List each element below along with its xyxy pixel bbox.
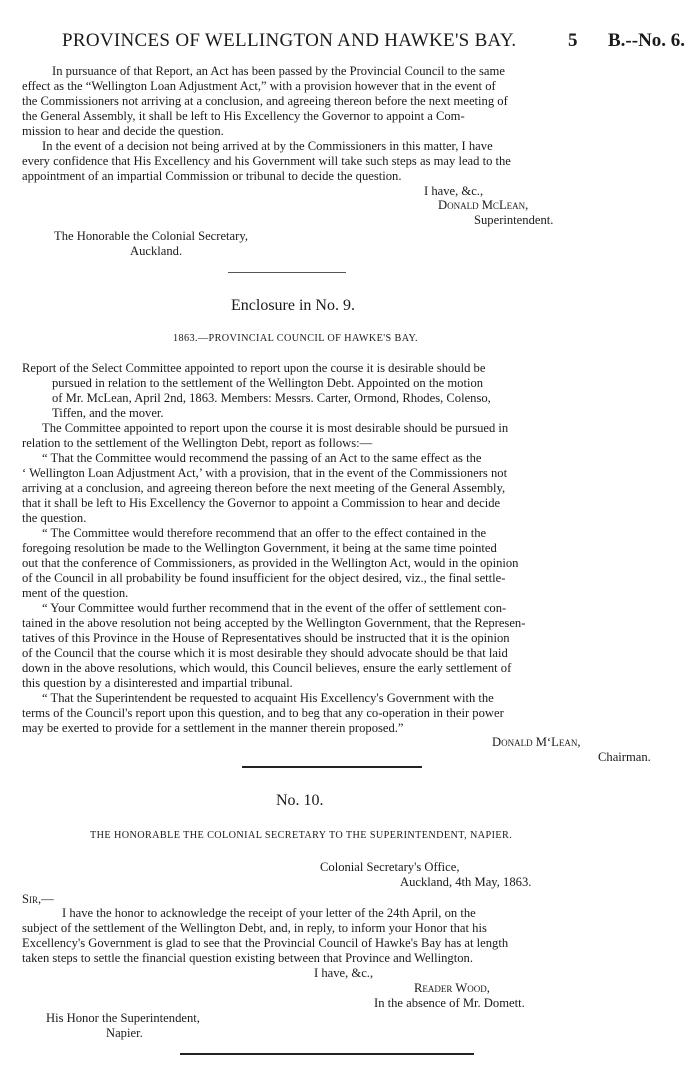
- page-running-title: PROVINCES OF WELLINGTON AND HAWKE'S BAY.: [62, 30, 517, 51]
- letter2-addressee: His Honor the Superintendent,: [46, 1011, 200, 1025]
- letter2-signatory: Reader Wood,: [414, 981, 490, 995]
- enclosure-line: “ That the Superintendent be requested to acquaint His Excellency's Government with the: [42, 691, 494, 705]
- letter2-office: Colonial Secretary's Office,: [320, 860, 460, 874]
- enclosure-line: tained in the above resolution not being accepted by the Wellington Government, that the Represen-: [22, 616, 526, 630]
- enclosure-line: the question.: [22, 511, 87, 525]
- letter1-closing: I have, &c.,: [424, 184, 484, 198]
- letter1-signatory: Donald McLean,: [438, 198, 529, 212]
- letter1-line: effect as the “Wellington Loan Adjustment Act,” with a provision however that in the event of: [22, 79, 496, 93]
- letter2-place-date: Auckland, 4th May, 1863.: [400, 875, 532, 889]
- enclosure-line: arriving at a conclusion, and agreeing thereon before the next meeting of the General Assembly,: [22, 481, 506, 495]
- letter1-line: In the event of a decision not being arrived at by the Commissioners in this matter, I have: [42, 139, 493, 153]
- letter1-line: appointment of an impartial Commission or tribunal to decide the question.: [22, 169, 402, 183]
- enclosure-line: tatives of this Province in the House of Representatives should be instructed that it is the opinion: [22, 631, 510, 645]
- section-divider: [242, 766, 422, 768]
- letter2-heading: No. 10.: [276, 792, 324, 809]
- enclosure-line: relation to the settlement of the Wellington Debt, report as follows:—: [22, 436, 373, 450]
- enclosure-line: Report of the Select Committee appointed to report upon the course it is desirable should be: [22, 361, 486, 375]
- letter1-line: every confidence that His Excellency and his Government will take such steps as may lead to the: [22, 154, 511, 168]
- enclosure-line: foregoing resolution be made to the Wellington Government, it being at the same time pointed: [22, 541, 497, 555]
- enclosure-signatory-title: Chairman.: [598, 750, 651, 764]
- letter1-line: In pursuance of that Report, an Act has been passed by the Provincial Council to the same: [52, 64, 505, 78]
- enclosure-line: that it shall be left to His Excellency the Governor to appoint a Commission to hear and decide: [22, 496, 501, 510]
- enclosure-line: Tiffen, and the mover.: [52, 406, 164, 420]
- enclosure-line: out that the conference of Commissioners, as provided in the Wellington Act, would in the opinion: [22, 556, 519, 570]
- letter2-addressee-place: Napier.: [106, 1026, 143, 1040]
- section-divider: [228, 272, 346, 273]
- enclosure-line: ‘ Wellington Loan Adjustment Act,’ with a provision, that in the event of the Commissioners not: [22, 466, 508, 480]
- enclosure-line: of Mr. McLean, April 2nd, 1863. Members: Messrs. Carter, Ormond, Rhodes, Colenso,: [52, 391, 491, 405]
- enclosure-subheading: 1863.—PROVINCIAL COUNCIL OF HAWKE'S BAY.: [173, 333, 418, 344]
- letter1-addressee-place: Auckland.: [130, 244, 183, 258]
- page-number: 5: [568, 30, 578, 51]
- letter2-line: Excellency's Government is glad to see that the Provincial Council of Hawke's Bay has at length: [22, 936, 509, 950]
- letter2-line: subject of the settlement of the Wellington Debt, and, in reply, to inform your Honor that his: [22, 921, 487, 935]
- letter1-line: mission to hear and decide the question.: [22, 124, 224, 138]
- enclosure-line: “ The Committee would therefore recommend that an offer to the effect contained in the: [42, 526, 487, 540]
- letter1-line: the Commissioners not arriving at a conclusion, and agreeing thereon before the next meeting of: [22, 94, 508, 108]
- letter2-closing: I have, &c.,: [314, 966, 374, 980]
- letter2-salutation: Sir,—: [22, 892, 54, 906]
- enclosure-line: of the Council that the course which it is most desirable they should advocate should be that laid: [22, 646, 508, 660]
- letter2-subheading: THE HONORABLE THE COLONIAL SECRETARY TO THE SUPERINTENDENT, NAPIER.: [90, 830, 513, 841]
- letter1-line: the General Assembly, it shall be left to His Excellency the Governor to appoint a Com-: [22, 109, 465, 123]
- document-reference: B.--No. 6.: [608, 30, 686, 51]
- letter2-signatory-note: In the absence of Mr. Domett.: [374, 996, 525, 1010]
- enclosure-line: pursued in relation to the settlement of the Wellington Debt. Appointed on the motion: [52, 376, 484, 390]
- enclosure-line: “ Your Committee would further recommend that in the event of the offer of settlement con-: [42, 601, 507, 615]
- enclosure-line: down in the above resolutions, which would, this Council believes, ensure the early settlement of: [22, 661, 512, 675]
- enclosure-line: “ That the Committee would recommend the passing of an Act to the same effect as the: [42, 451, 482, 465]
- letter2-line: I have the honor to acknowledge the receipt of your letter of the 24th April, on the: [62, 906, 476, 920]
- section-divider: [180, 1053, 474, 1055]
- enclosure-heading: Enclosure in No. 9.: [231, 297, 355, 314]
- enclosure-line: this question by a disinterested and impartial tribunal.: [22, 676, 293, 690]
- letter1-addressee: The Honorable the Colonial Secretary,: [54, 229, 248, 243]
- letter1-signatory-title: Superintendent.: [474, 213, 554, 227]
- enclosure-line: The Committee appointed to report upon the course it is most desirable should be pursued in: [42, 421, 509, 435]
- letter2-line: taken steps to settle the financial question existing between that Province and Wellington.: [22, 951, 473, 965]
- enclosure-line: ment of the question.: [22, 586, 129, 600]
- enclosure-signatory: Donald M‘Lean,: [492, 735, 581, 749]
- enclosure-line: may be exerted to provide for a settlement in the manner therein proposed.”: [22, 721, 404, 735]
- enclosure-line: terms of the Council's report upon this question, and to beg that any co-operation in their power: [22, 706, 504, 720]
- enclosure-line: of the Council in all probability be found insufficient for the object desired, viz., the final settle-: [22, 571, 506, 585]
